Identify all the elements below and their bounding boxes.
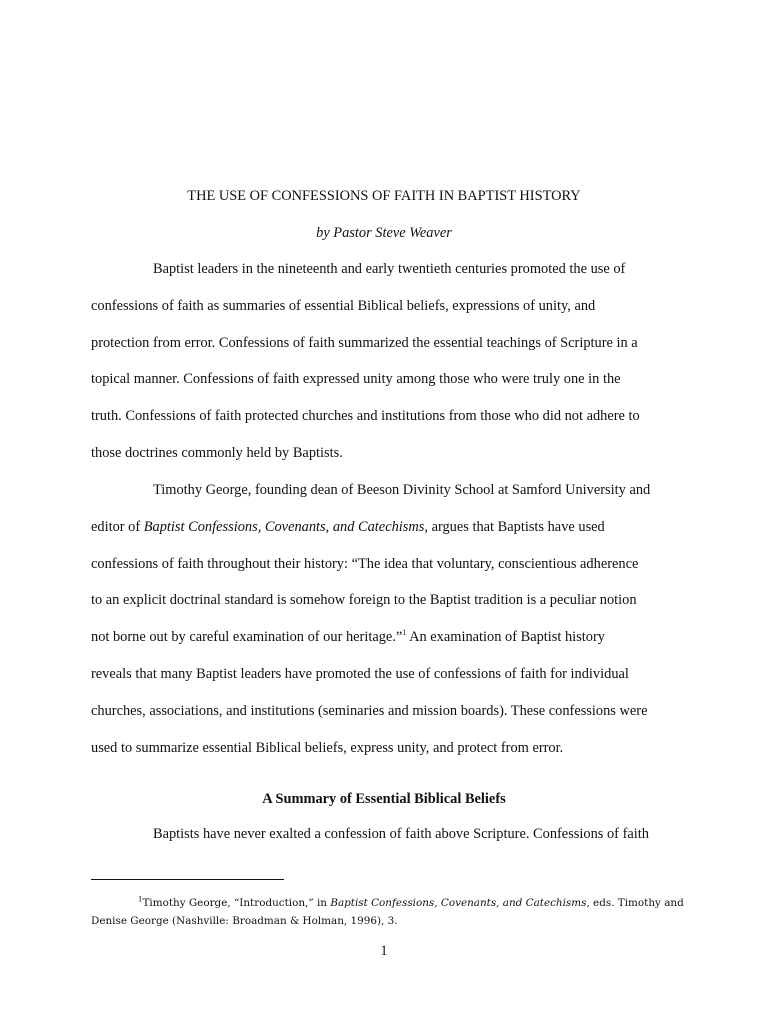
paragraph-line bbox=[91, 509, 687, 546]
footnote bbox=[91, 894, 691, 930]
paragraph-line: those doctrines commonly held by Baptists. bbox=[91, 444, 343, 461]
text-run: not borne out by careful examination of our heritage.” bbox=[91, 629, 403, 646]
author-byline: by Pastor Steve Weaver bbox=[316, 225, 452, 241]
paragraph-line: truth. Confessions of faith protected churches and institutions from those who did not adhere to bbox=[91, 408, 640, 425]
text-run: Timothy George, “Introduction,” in bbox=[142, 897, 331, 909]
paragraph-line: confessions of faith throughout their history: “The idea that voluntary, conscientious adherence bbox=[91, 555, 639, 572]
paragraph-line: Timothy George, founding dean of Beeson Divinity School at Samford University and bbox=[153, 482, 651, 498]
paragraph-2 bbox=[91, 472, 687, 766]
footnote-reference[interactable]: 1 bbox=[402, 628, 407, 638]
footnote-line bbox=[91, 894, 691, 912]
text-run: , argues that Baptists have used bbox=[424, 518, 605, 535]
book-title-italic: Baptist Confessions, Covenants, and Catechisms bbox=[330, 897, 587, 909]
paragraph-line: topical manner. Confessions of faith expressed unity among those who were truly one in the bbox=[91, 371, 621, 388]
paragraph-line: Baptists have never exalted a confession of faith above Scripture. Confessions of faith bbox=[153, 826, 649, 842]
text-run: , eds. Timothy and bbox=[586, 897, 684, 909]
paragraph-line bbox=[91, 619, 687, 656]
footnote-marker: 1 bbox=[138, 895, 143, 904]
paragraph-3 bbox=[91, 816, 687, 853]
document-title: THE USE OF CONFESSIONS OF FAITH IN BAPTIST HISTORY bbox=[187, 188, 581, 204]
paragraph-line: Baptist leaders in the nineteenth and early twentieth centuries promoted the use of bbox=[153, 261, 626, 277]
paragraph-line: reveals that many Baptist leaders have promoted the use of confessions of faith for individual bbox=[91, 665, 629, 682]
paragraph-line: churches, associations, and institutions (seminaries and mission boards). These confessions were bbox=[91, 702, 648, 719]
book-title-italic: Baptist Confessions, Covenants, and Catechisms bbox=[143, 518, 425, 535]
paragraph-line: confessions of faith as summaries of essential Biblical beliefs, expressions of unity, and bbox=[91, 297, 596, 314]
footnote-divider bbox=[91, 879, 284, 880]
page-number: 1 bbox=[380, 943, 388, 959]
section-heading: A Summary of Essential Biblical Beliefs bbox=[262, 791, 506, 807]
paragraph-1 bbox=[91, 251, 687, 472]
paragraph-line: used to summarize essential Biblical beliefs, express unity, and protect from error. bbox=[91, 739, 564, 756]
text-run: editor of bbox=[91, 518, 144, 535]
footnote-line: Denise George (Nashville: Broadman & Holman, 1996), 3. bbox=[91, 915, 398, 927]
text-run: An examination of Baptist history bbox=[406, 629, 605, 646]
paragraph-line: protection from error. Confessions of faith summarized the essential teachings of Scripture in a bbox=[91, 334, 638, 351]
paragraph-line: to an explicit doctrinal standard is somehow foreign to the Baptist tradition is a peculiar notion bbox=[91, 592, 637, 609]
